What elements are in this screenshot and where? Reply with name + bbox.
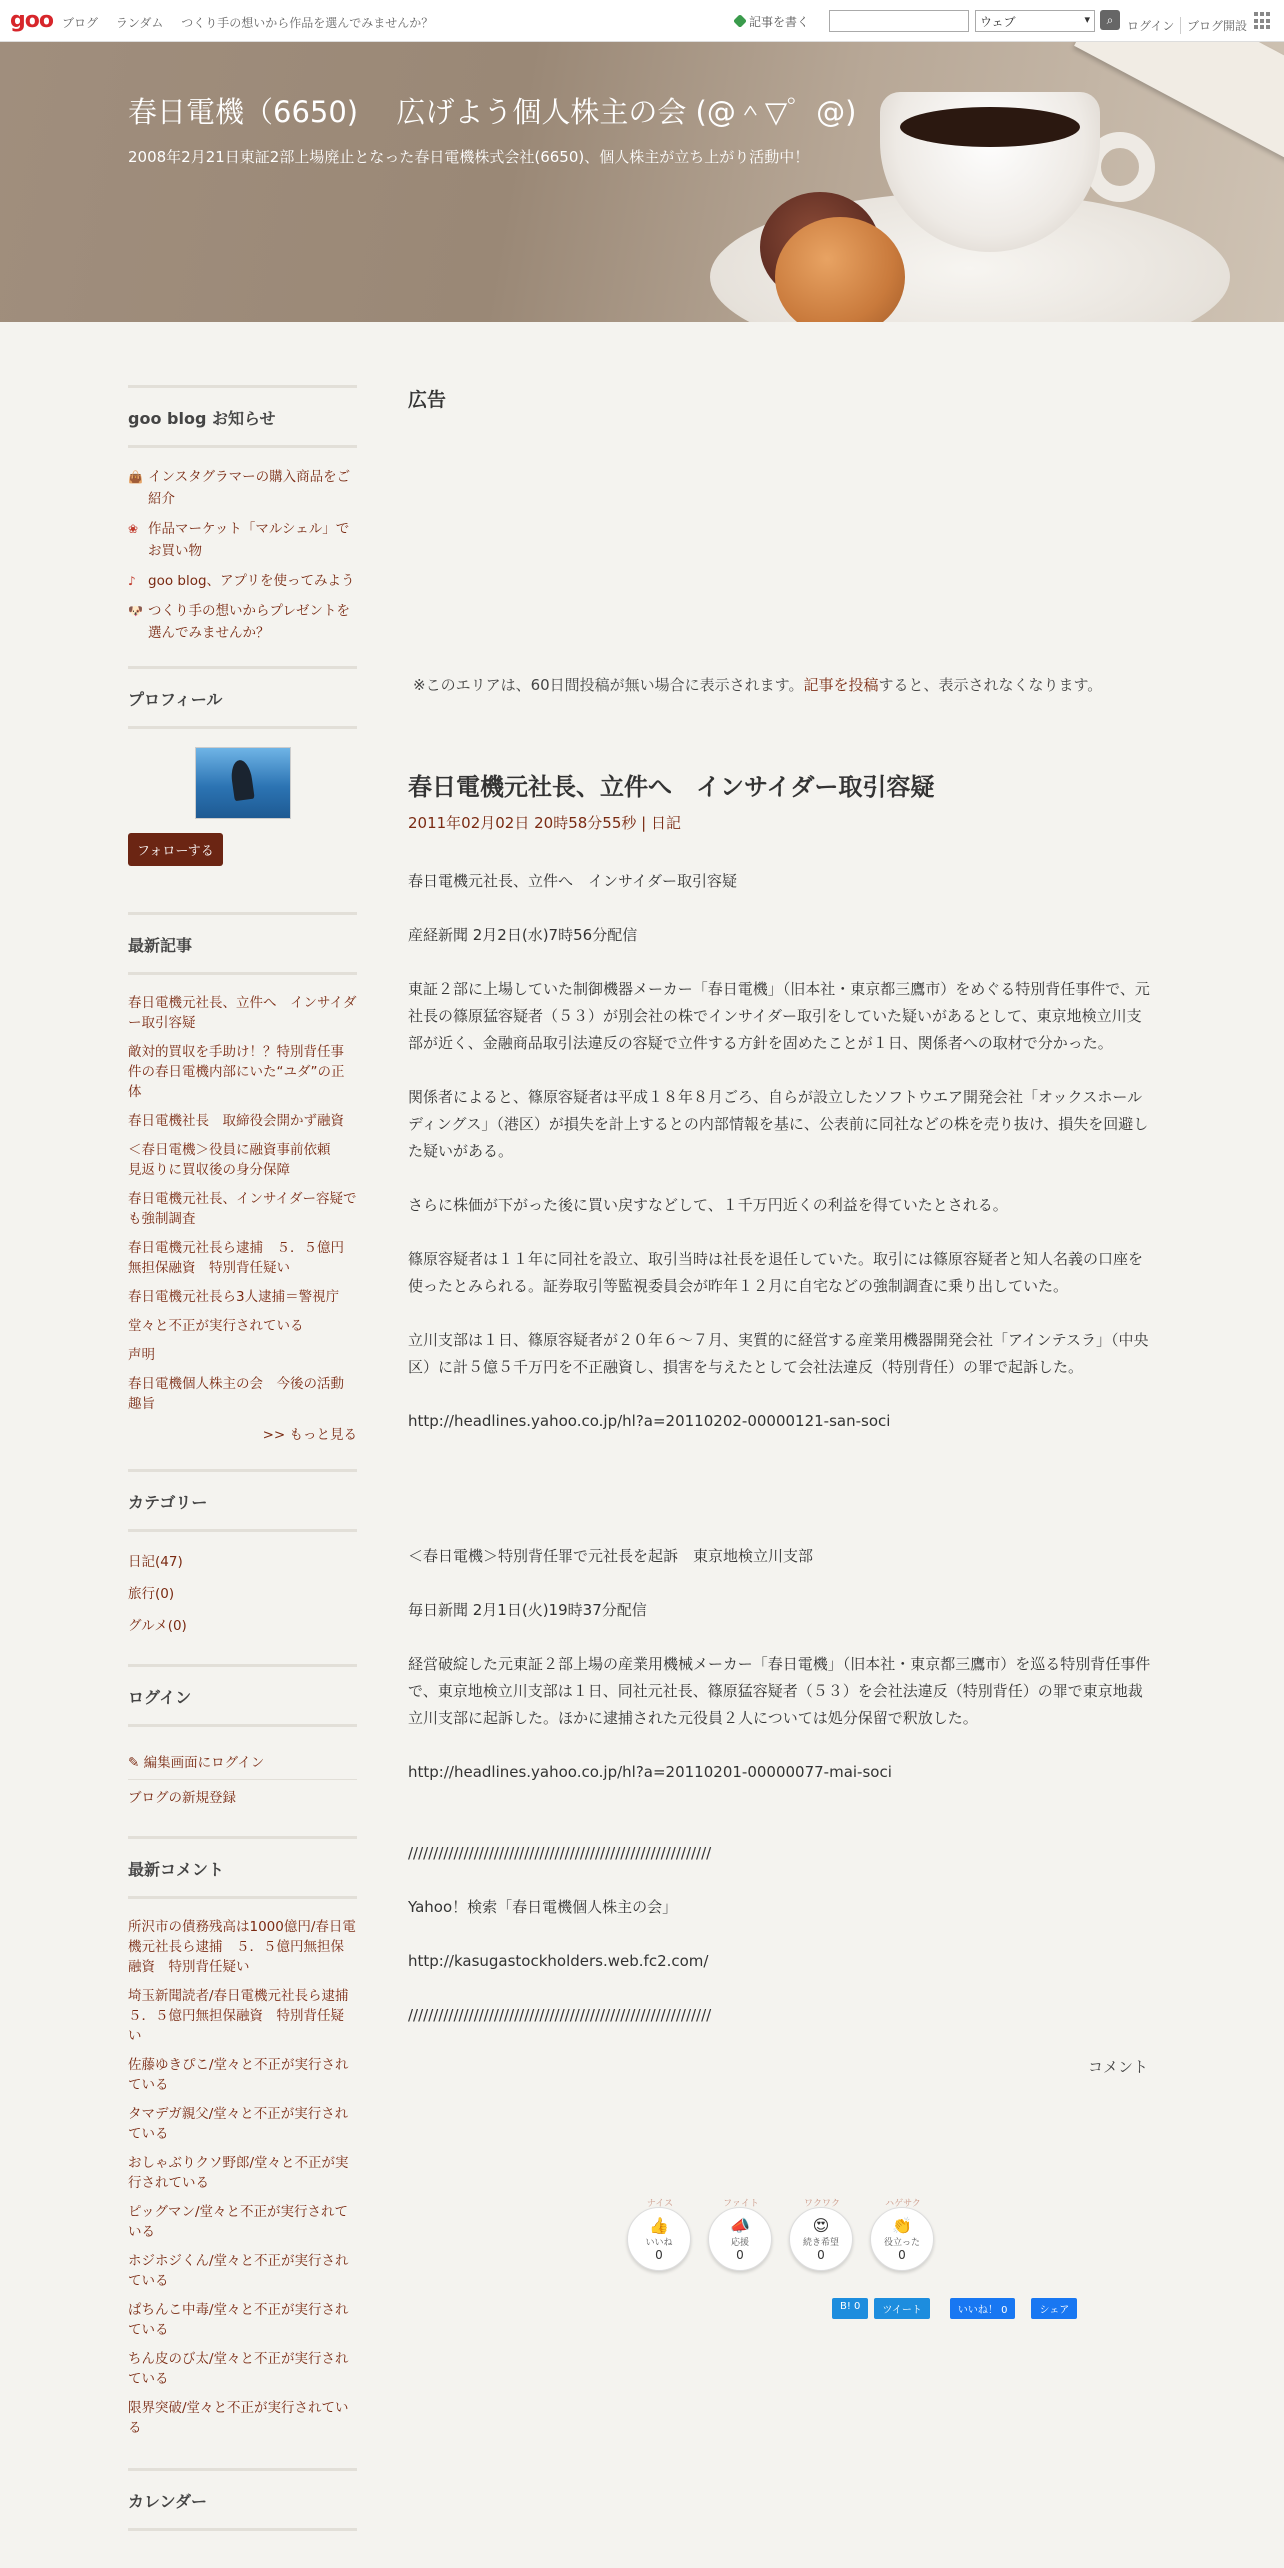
hatena-bookmark-button[interactable]: B! 0	[832, 2298, 868, 2319]
recent-comment-link[interactable]: 所沢市の債務残高は1000億円/春日電機元社長ら逮捕 ５．５億円無担保融資 特別背任疑い	[128, 1919, 356, 1975]
nav-random[interactable]: ランダム	[115, 16, 164, 30]
article-title[interactable]: 春日電機元社長、立件へ インサイダー取引容疑	[408, 773, 935, 801]
login-link[interactable]: ログイン	[1127, 19, 1175, 33]
recent-article-link[interactable]: 春日電機社長 取締役会開かず融資	[128, 1113, 344, 1129]
facebook-share-button[interactable]: シェア	[1031, 2298, 1077, 2319]
reaction-button[interactable]	[870, 2199, 934, 2271]
notice-text: goo blog、アプリを使ってみよう	[148, 573, 355, 589]
article-source-url: http://headlines.yahoo.co.jp/hl?a=20110201-00000077-mai-soci	[408, 1763, 892, 1781]
recent-article-link[interactable]: 春日電機個人株主の会 今後の活動趣旨	[128, 1376, 344, 1412]
search-scope-select[interactable]	[975, 10, 1095, 32]
article-source-url: http://headlines.yahoo.co.jp/hl?a=20110202-00000121-san-soci	[408, 1412, 891, 1430]
reaction-buttons	[627, 2199, 934, 2271]
notice-text: つくり手の想いからプレゼントを選んでみませんか？	[148, 603, 350, 641]
notice-heading: goo blog お知らせ	[128, 406, 357, 448]
category-section	[128, 1469, 357, 1634]
category-link[interactable]: 旅行(0)	[128, 1586, 175, 1602]
search-scope-value: ウェブ	[980, 15, 1016, 29]
goo-logo[interactable]: goo	[10, 8, 53, 33]
article-paragraph: 関係者によると、篠原容疑者は平成１８年８月ごろ、自らが設立したソフトウエア開発会社「オックスホールディングス」（港区）が損失を計上するとの内部情報を基に、公表前に同社などの株を売り抜け、損失を回避した疑いがある。	[408, 1088, 1149, 1160]
new-blog-link[interactable]: ブログの新規登録	[128, 1790, 236, 1806]
ad-notice	[408, 674, 1156, 695]
article-paragraph: 春日電機元社長、立件へ インサイダー取引容疑	[408, 872, 737, 890]
profile-avatar[interactable]	[195, 747, 291, 819]
article-paragraph: 産経新聞 2月2日(水)7時56分配信	[408, 926, 638, 944]
ad-notice-text: すると、表示されなくなります。	[878, 676, 1103, 694]
tweet-button[interactable]: ツイート	[874, 2298, 930, 2319]
edit-login-label: 編集画面にログイン	[143, 1755, 265, 1771]
article-divider: ////////////////////////////////////////////////////////////	[408, 2006, 712, 2024]
recent-comment-link[interactable]: ピッグマン/堂々と不正が実行されている	[128, 2204, 349, 2240]
recent-article-link[interactable]: 声明	[128, 1347, 155, 1363]
notice-item[interactable]	[128, 570, 357, 592]
notice-item[interactable]	[128, 518, 357, 562]
recent-comment-link[interactable]: 佐藤ゆきぴこ/堂々と不正が実行されている	[128, 2057, 349, 2093]
post-article-link[interactable]: 記事を投稿	[803, 676, 879, 694]
calendar-heading: カレンダー	[128, 2489, 357, 2531]
smile-icon: 😍	[812, 2216, 830, 2235]
reaction-count: 0	[817, 2248, 825, 2262]
recent-heading: 最新記事	[128, 933, 357, 975]
recent-comment-link[interactable]: ちん皮のび太/堂々と不正が実行されている	[128, 2351, 349, 2387]
article-paragraph: さらに株価が下がった後に買い戻すなどして、１千万円近くの利益を得ていたとされる。	[408, 1196, 1008, 1214]
article-source-url: http://kasugastockholders.web.fc2.com/	[408, 1952, 709, 1970]
category-link[interactable]: 日記(47)	[128, 1554, 183, 1570]
recent-articles-section	[128, 912, 357, 1443]
music-note-icon: ♪	[128, 574, 136, 588]
recent-comment-link[interactable]: タマデガ親父/堂々と不正が実行されている	[128, 2106, 349, 2142]
recent-comment-link[interactable]: 埼玉新聞読者/春日電機元社長ら逮捕 ５．５億円無担保融資 特別背任疑い	[128, 1988, 363, 2044]
recent-comment-link[interactable]: 限界突破/堂々と不正が実行されている	[128, 2400, 349, 2436]
sidebar	[128, 385, 363, 2549]
reaction-button[interactable]	[627, 2199, 691, 2271]
category-link[interactable]: グルメ(0)	[128, 1618, 187, 1634]
recent-article-link[interactable]: 春日電機元社長ら逮捕 ５．５億円無担保融資 特別背任疑い	[128, 1240, 344, 1276]
nav-blog[interactable]: ブログ	[62, 16, 99, 30]
notice-text: 作品マーケット「マルシェル」でお買い物	[148, 521, 350, 559]
search-input[interactable]	[829, 10, 969, 32]
recent-article-link[interactable]: ＜春日電機＞役員に融資事前依頼 見返りに買収後の身分保障	[128, 1142, 344, 1178]
reaction-count: 0	[898, 2248, 906, 2262]
article-body	[408, 868, 1156, 2029]
bag-icon: 👜	[128, 470, 143, 484]
reaction-caption: ワクワク	[803, 2199, 840, 2209]
reaction-button[interactable]	[708, 2199, 772, 2271]
recent-article-link[interactable]: 春日電機元社長、立件へ インサイダー取引容疑	[128, 995, 357, 1031]
facebook-like-button[interactable]: いいね！ 0	[950, 2298, 1016, 2319]
flower-icon: ❀	[128, 522, 139, 536]
article-paragraph: 東証２部に上場していた制御機器メーカー「春日電機」（旧本社・東京都三鷹市）をめぐる特別背任事件で、元社長の篠原猛容疑者（５３）が別会社の株でインサイダー取引をしていた疑いがあるとして、東京地検立川支部が近く、金融商品取引法違反の容疑で立件する方針を固めたことが１日、関係者への取材で分かった。	[408, 980, 1150, 1052]
reaction-count: 0	[736, 2248, 744, 2262]
reaction-count: 0	[655, 2248, 663, 2262]
reaction-label: 続き希望	[802, 2238, 839, 2248]
article-paragraph: 経営破綻した元東証２部上場の産業用機械メーカー「春日電機」（旧本社・東京都三鷹市）を巡る特別背任事件で、東京地検立川支部は１日、同社元社長、篠原猛容疑者（５３）を会社法違反（特別背任）の罪で東京地裁立川支部に起訴した。ほかに逮捕された元役員２人については処分保留で釈放した。	[408, 1655, 1151, 1727]
recent-article-link[interactable]: 敵対的買収を手助け！？特別背任事件の春日電機内部にいた“ユダ”の正体	[128, 1044, 345, 1100]
article-paragraph: 篠原容疑者は１１年に同社を設立、取引当時は社長を退任していた。取引には篠原容疑者と知人名義の口座を使ったとみられる。証券取引等監視委員会が昨年１２月に自宅などの強制調査に乗り出していた。	[408, 1250, 1144, 1295]
article-meta	[408, 812, 1156, 833]
pencil-icon: ✎	[128, 1755, 144, 1771]
notice-item[interactable]	[128, 600, 357, 644]
ad-notice-text: ※このエリアは、60日間投稿が無い場合に表示されます。	[413, 676, 804, 694]
calendar-section	[128, 2468, 357, 2531]
reaction-label: いいね	[645, 2238, 673, 2248]
meta-separator: |	[636, 814, 651, 832]
article-datetime[interactable]: 2011年02月02日 20時58分55秒	[408, 814, 637, 832]
pencil-icon	[733, 14, 747, 28]
reaction-caption: ナイス	[646, 2199, 674, 2209]
clap-icon: 👏	[892, 2216, 912, 2235]
nav-promo[interactable]: つくり手の想いから作品を選んでみませんか？	[181, 16, 434, 30]
reaction-button[interactable]	[789, 2199, 853, 2271]
reaction-label: 役立った	[883, 2238, 920, 2248]
blog-header	[0, 42, 1284, 322]
comment-link[interactable]: コメント	[1087, 2058, 1148, 2076]
article-paragraph: 立川支部は１日、篠原容疑者が２０年６～７月、実質的に経営する産業用機器開発会社「アインテスラ」（中央区）に計５億５千万円を不正融資し、損害を与えたとして会社法違反（特別背任）の罪で起訴した。	[408, 1331, 1149, 1376]
recent-comments-section	[128, 1836, 363, 2438]
blog-description: 2008年2月21日東証2部上場廃止となった春日電機株式会社(6650)、個人株主が立ち上がり活動中！	[128, 148, 810, 166]
reaction-caption: ファイト	[723, 2199, 759, 2209]
recent-article-link[interactable]: 堂々と不正が実行されている	[128, 1318, 304, 1334]
article-paragraph: 毎日新聞 2月1日(火)19時37分配信	[408, 1601, 647, 1619]
login-heading: ログイン	[128, 1685, 357, 1727]
thumbs-up-icon: 👍	[649, 2216, 669, 2235]
megaphone-icon: 📣	[730, 2216, 750, 2235]
reaction-label: 応援	[730, 2238, 749, 2248]
article-category-link[interactable]: 日記	[650, 814, 681, 832]
category-heading: カテゴリー	[128, 1490, 357, 1532]
main-content	[408, 385, 1156, 2077]
follow-button[interactable]: フォローする	[128, 833, 223, 866]
comments-heading: 最新コメント	[128, 1857, 357, 1899]
global-header	[0, 0, 1284, 42]
apps-grid-icon[interactable]	[1254, 12, 1272, 30]
login-section	[128, 1664, 357, 1814]
ad-heading: 広告	[408, 389, 447, 411]
recent-article-link[interactable]: 春日電機元社長ら3人逮捕＝警視庁	[128, 1289, 340, 1305]
notice-section	[128, 385, 357, 644]
article-paragraph: ＜春日電機＞特別背任罪で元社長を起訴 東京地検立川支部	[408, 1547, 814, 1565]
recent-article-link[interactable]: 春日電機元社長、インサイダー容疑でも強制調査	[128, 1191, 357, 1227]
reaction-caption: ハゲサク	[885, 2199, 921, 2209]
article-paragraph: Yahoo！検索「春日電機個人株主の会」	[408, 1898, 678, 1916]
profile-heading: プロフィール	[128, 687, 357, 729]
edit-login-link[interactable]	[128, 1745, 357, 1780]
share-buttons	[832, 2298, 1077, 2319]
search-icon[interactable]: ⌕	[1100, 10, 1120, 30]
write-article-label: 記事を書く	[749, 15, 810, 29]
recent-comment-link[interactable]: ホジホジくん/堂々と不正が実行されている	[128, 2253, 349, 2289]
recent-comment-link[interactable]: おしゃぶりクソ野郎/堂々と不正が実行されている	[128, 2155, 349, 2191]
article-divider: ////////////////////////////////////////////////////////////	[408, 1844, 712, 1862]
top-nav	[62, 14, 447, 31]
recent-comment-link[interactable]: ぱちんこ中毒/堂々と不正が実行されている	[128, 2302, 349, 2338]
notice-item[interactable]	[128, 466, 357, 510]
notice-text: インスタグラマーの購入商品をご紹介	[148, 469, 351, 507]
more-articles-link[interactable]: >> もっと見る	[262, 1427, 357, 1443]
profile-section	[128, 666, 357, 894]
write-article-button[interactable]	[733, 13, 809, 30]
blog-title[interactable]: 春日電機（6650) 広げよう個人株主の会 (@＾▽゜@)	[128, 95, 857, 129]
blog-open-link[interactable]: ブログ開設	[1180, 17, 1247, 34]
header-coffee-image	[900, 107, 1080, 147]
dog-icon: 🐶	[128, 604, 143, 618]
